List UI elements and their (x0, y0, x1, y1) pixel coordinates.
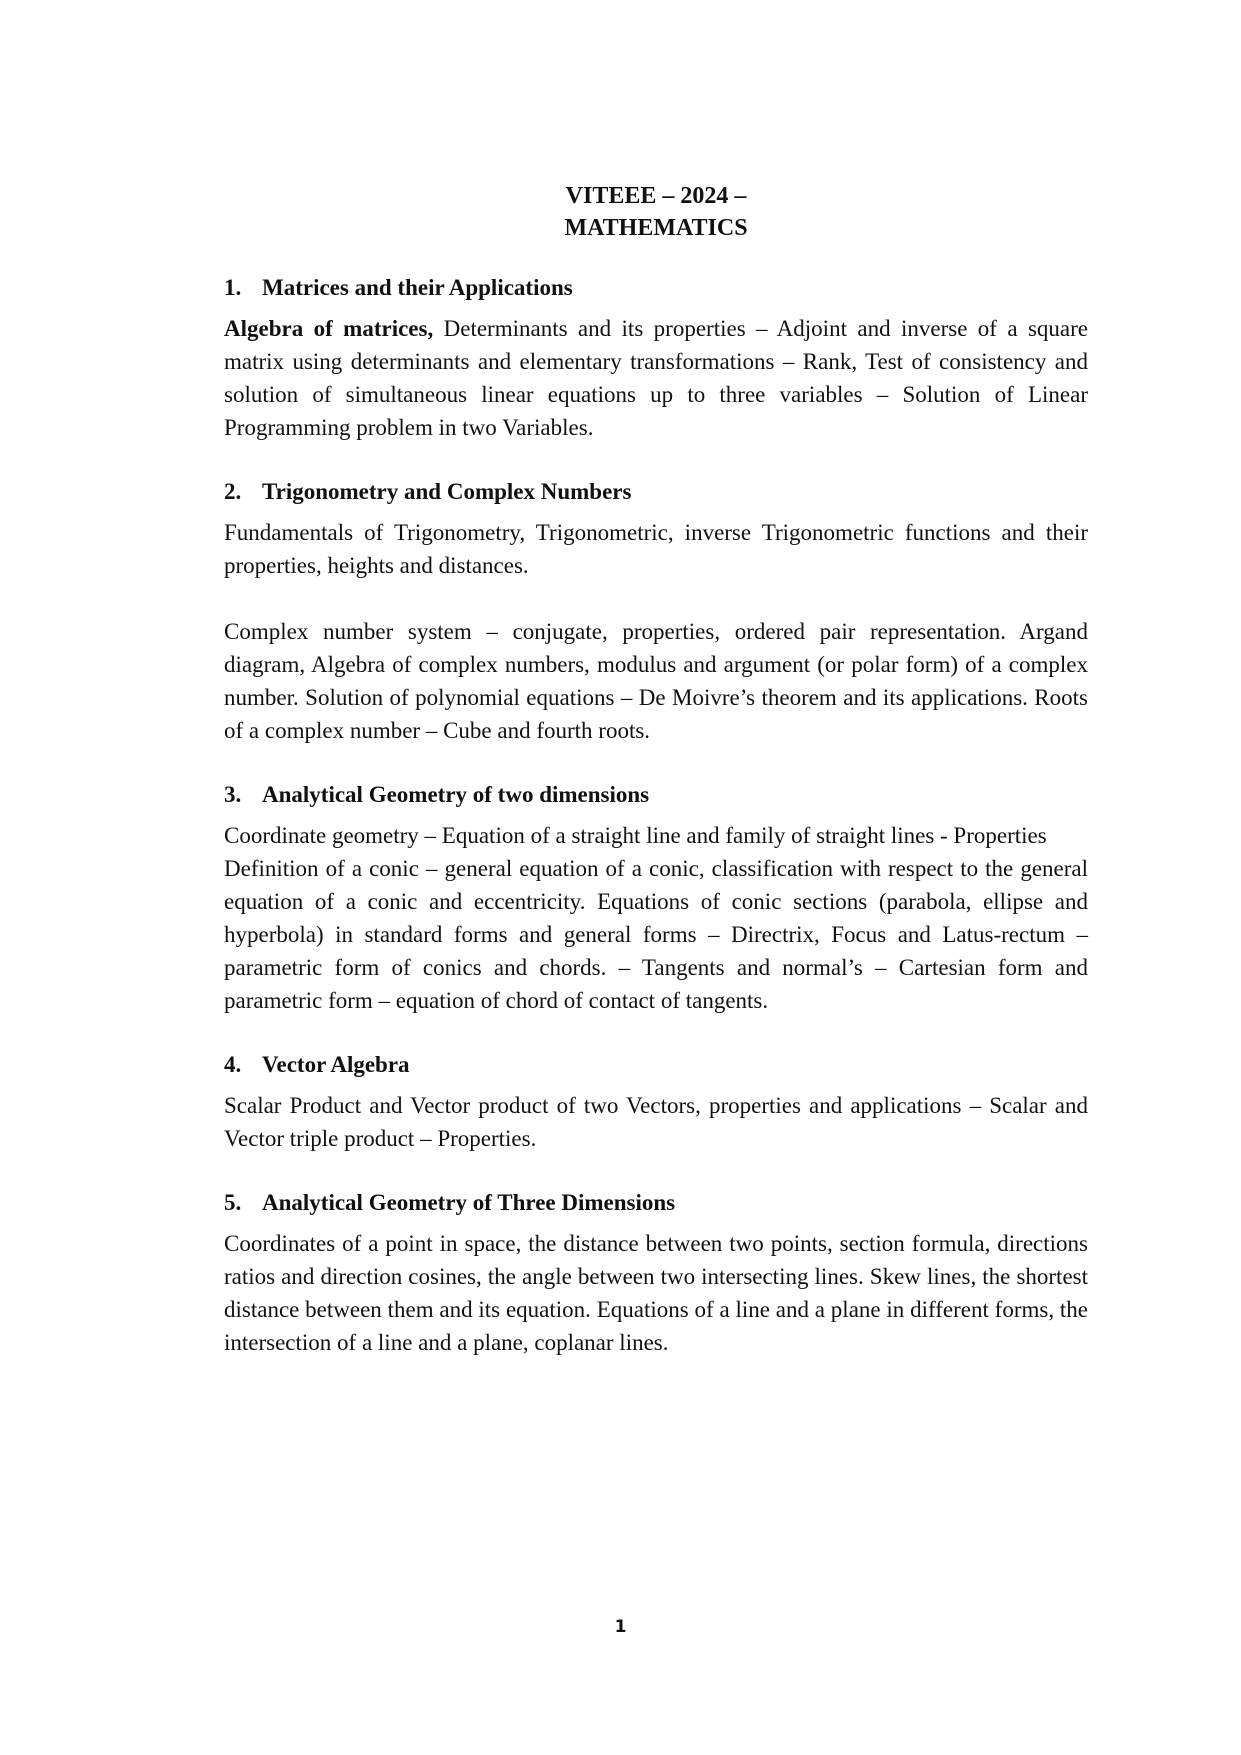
title-line-subject: MATHEMATICS (564, 215, 748, 241)
section-heading (224, 1049, 1088, 1081)
section-vector-algebra (224, 1049, 1088, 1155)
paragraph-text: Determinants and its properties – Adjoint and inverse of a square matrix using determinants and elementary transformations – Rank, Test of consistency and solution of simultaneous linear equations up to three variables – Solution of Linear Programming problem in two Variables. (224, 316, 1089, 440)
section-paragraph: Complex number system – conjugate, properties, ordered pair representation. Argand diagram, Algebra of complex numbers, modulus and argument (or polar form) of a complex number. Solution of polynomial equations – De Moivre’s theorem and its applications. Roots of a complex number – Cube and fourth roots. (224, 619, 1088, 743)
section-number: 3. (224, 782, 242, 807)
section-paragraph: Fundamentals of Trigonometry, Trigonometric, inverse Trigonometric functions and their properties, heights and distances. (224, 520, 1088, 578)
section-number: 2. (224, 479, 242, 504)
document-title (224, 180, 1088, 244)
title-line-exam: VITEEE – 2024 – (565, 183, 747, 209)
section-trigonometry (224, 476, 1088, 747)
section-number: 4. (224, 1052, 242, 1077)
section-title: Vector Algebra (262, 1052, 410, 1077)
section-heading (224, 1187, 1088, 1219)
section-title: Analytical Geometry of Three Dimensions (262, 1190, 676, 1215)
section-geometry-2d (224, 779, 1088, 1017)
section-title: Trigonometry and Complex Numbers (262, 479, 632, 504)
section-title: Analytical Geometry of two dimensions (262, 782, 650, 807)
section-paragraph: Scalar Product and Vector product of two Vectors, properties and applications – Scalar and Vector triple product – Properties. (224, 1093, 1088, 1151)
section-title: Matrices and their Applications (262, 275, 573, 300)
lead-term: Algebra of matrices, (224, 316, 434, 341)
section-heading (224, 476, 1088, 508)
section-paragraph: Coordinate geometry – Equation of a straight line and family of straight lines - Properties (224, 823, 1047, 848)
section-paragraph: Coordinates of a point in space, the distance between two points, section formula, directions ratios and direction cosines, the angle between two intersecting lines. Skew lines, the shortest distance between them and its equation. Equations of a line and a plane in different forms, the intersection of a line and a plane, coplanar lines. (224, 1231, 1088, 1355)
section-number: 5. (224, 1190, 242, 1215)
section-heading (224, 779, 1088, 811)
page-content (224, 180, 1088, 1391)
section-heading (224, 272, 1088, 304)
page-number: 1 (614, 1617, 627, 1637)
section-number: 1. (224, 275, 242, 300)
section-matrices (224, 272, 1088, 444)
section-geometry-3d (224, 1187, 1088, 1359)
section-paragraph (224, 312, 1088, 444)
section-paragraph: Definition of a conic – general equation of a conic, classification with respect to the general equation of a conic and eccentricity. Equations of conic sections (parabola, ellipse and hyperbola) in standard forms and general forms – Directrix, Focus and Latus-rectum – parametric form of conics and chords. – Tangents and normal’s – Cartesian form and parametric form – equation of chord of contact of tangents. (224, 856, 1088, 1013)
